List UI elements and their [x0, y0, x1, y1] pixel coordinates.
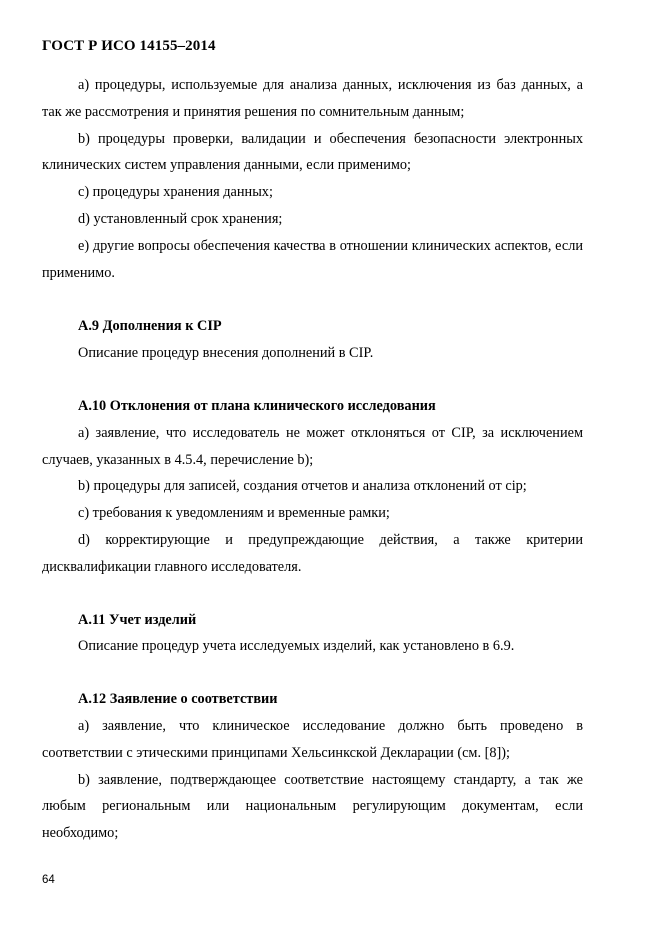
a10-item-d: d) корректирующие и предупреждающие действия, а также критерии дисквалификации главного исследователя.	[42, 531, 583, 575]
section-text-a9: Описание процедур внесения дополнений в CIP.	[78, 345, 374, 362]
section-heading-a12: А.12 Заявление о соответствии	[78, 691, 278, 708]
a12-item-a: а) заявление, что клиническое исследование должно быть проведено в соответствии с этическими принципами Хельсинкской Декларации (см. [8]);	[42, 717, 583, 761]
section-text-a11: Описание процедур учета исследуемых изделий, как установлено в 6.9.	[78, 638, 515, 655]
section-heading-a10: А.10 Отклонения от плана клинического исследования	[78, 397, 436, 414]
a12-item-b: b) заявление, подтверждающее соответствие настоящему стандарту, а так же любым региональным или национальным регулирующим документам, если необходимо;	[42, 771, 583, 842]
list-item-b: b) процедуры проверки, валидации и обеспечения безопасности электронных клинических систем управления данными, если применимо;	[42, 130, 583, 174]
section-heading-a11: А.11 Учет изделий	[78, 611, 197, 628]
a10-item-b: b) процедуры для записей, создания отчетов и анализа отклонений от cip;	[78, 478, 527, 495]
list-item-d: d) установленный срок хранения;	[78, 210, 283, 227]
list-item-a: а) процедуры, используемые для анализа данных, исключения из баз данных, а так же рассмотрения и принятия решения по сомнительным данным;	[42, 77, 583, 120]
document-header: ГОСТ Р ИСО 14155–2014	[42, 38, 216, 54]
section-heading-a9: А.9 Дополнения к CIP	[78, 318, 222, 335]
a10-item-a: а) заявление, что исследователь не может отклоняться от CIP, за исключением случаев, указанных в 4.5.4, перечисление b);	[42, 424, 583, 468]
list-item-e: e) другие вопросы обеспечения качества в отношении клинических аспектов, если применимо.	[42, 237, 583, 281]
page-number: 64	[42, 874, 55, 886]
list-item-c: c) процедуры хранения данных;	[78, 184, 273, 201]
document-body	[42, 72, 583, 847]
a10-item-c: c) требования к уведомлениям и временные рамки;	[78, 505, 390, 522]
